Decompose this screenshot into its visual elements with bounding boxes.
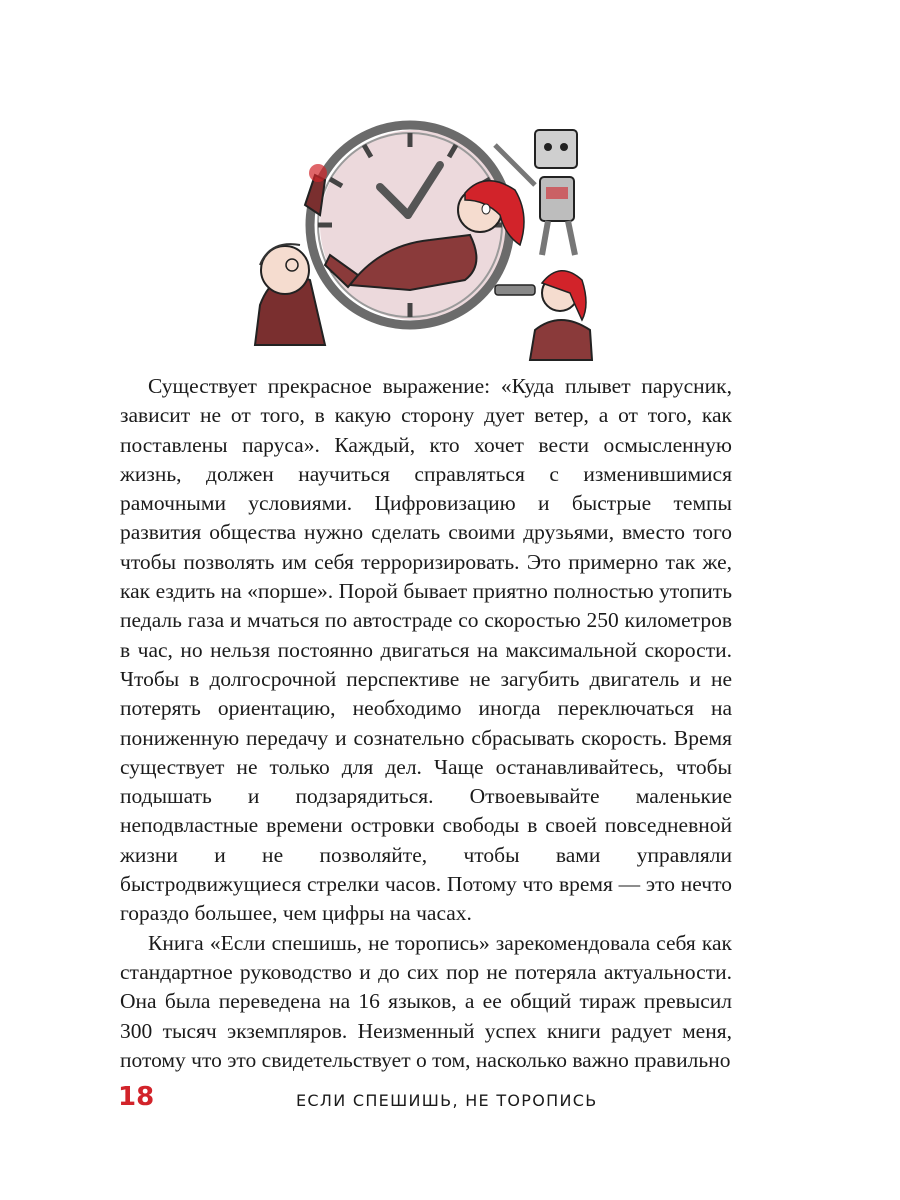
paragraph-1: Существует прекрасное выражение: «Куда плывет парусник, зависит не от того, в какую сторону дует ветер, а от того, как поставлены паруса». Каждый, кто хочет вести осмысленную жизнь, должен научиться справляться с изменившимися рамочными условиями. Цифровизацию и быстрые темпы развития общества нужно сделать своими друзьями, вместо того чтобы позволять им себя терроризировать. Это примерно так же, как ездить на «порше». Порой бывает приятно полностью утопить педаль газа и мчаться по автостраде со скоростью 250 километров в час, но нельзя постоянно двигаться на максимальной скорости. Чтобы в долгосрочной перспективе не загубить двигатель и не потерять ориентацию, необходимо иногда переключаться на пониженную передачу и сознательно сбрасывать скорость. Время существует не только для дел. Чаще останавливайтесь, чтобы подышать и подзарядиться. Отвоевывайте маленькие неподвластные времени островки свободы в своей повседневной жизни и не позволяйте, чтобы вами управляли быстродвижущиеся стрелки часов. Потому что время — это нечто гораздо большее, чем цифры на часах. <box>120 374 732 926</box>
body-text <box>120 372 732 1075</box>
clock-hamster-wheel-illustration <box>230 115 610 365</box>
page-footer <box>118 1080 738 1120</box>
paragraph-2: Книга «Если спешишь, не торопись» зарекомендовала себя как стандартное руководство и до сих пор не потеряла актуальности. Она была переведена на 16 языков, а ее общий тираж превысил 300 тысяч экземпляров. Неизменный успех книги радует меня, потому что это свидетельствует о том, насколько важно правильно <box>120 930 732 1072</box>
running-title: ЕСЛИ СПЕШИШЬ, НЕ ТОРОПИСЬ <box>296 1091 598 1110</box>
page-number: 18 <box>118 1082 155 1112</box>
small-woman-figure <box>495 271 592 360</box>
